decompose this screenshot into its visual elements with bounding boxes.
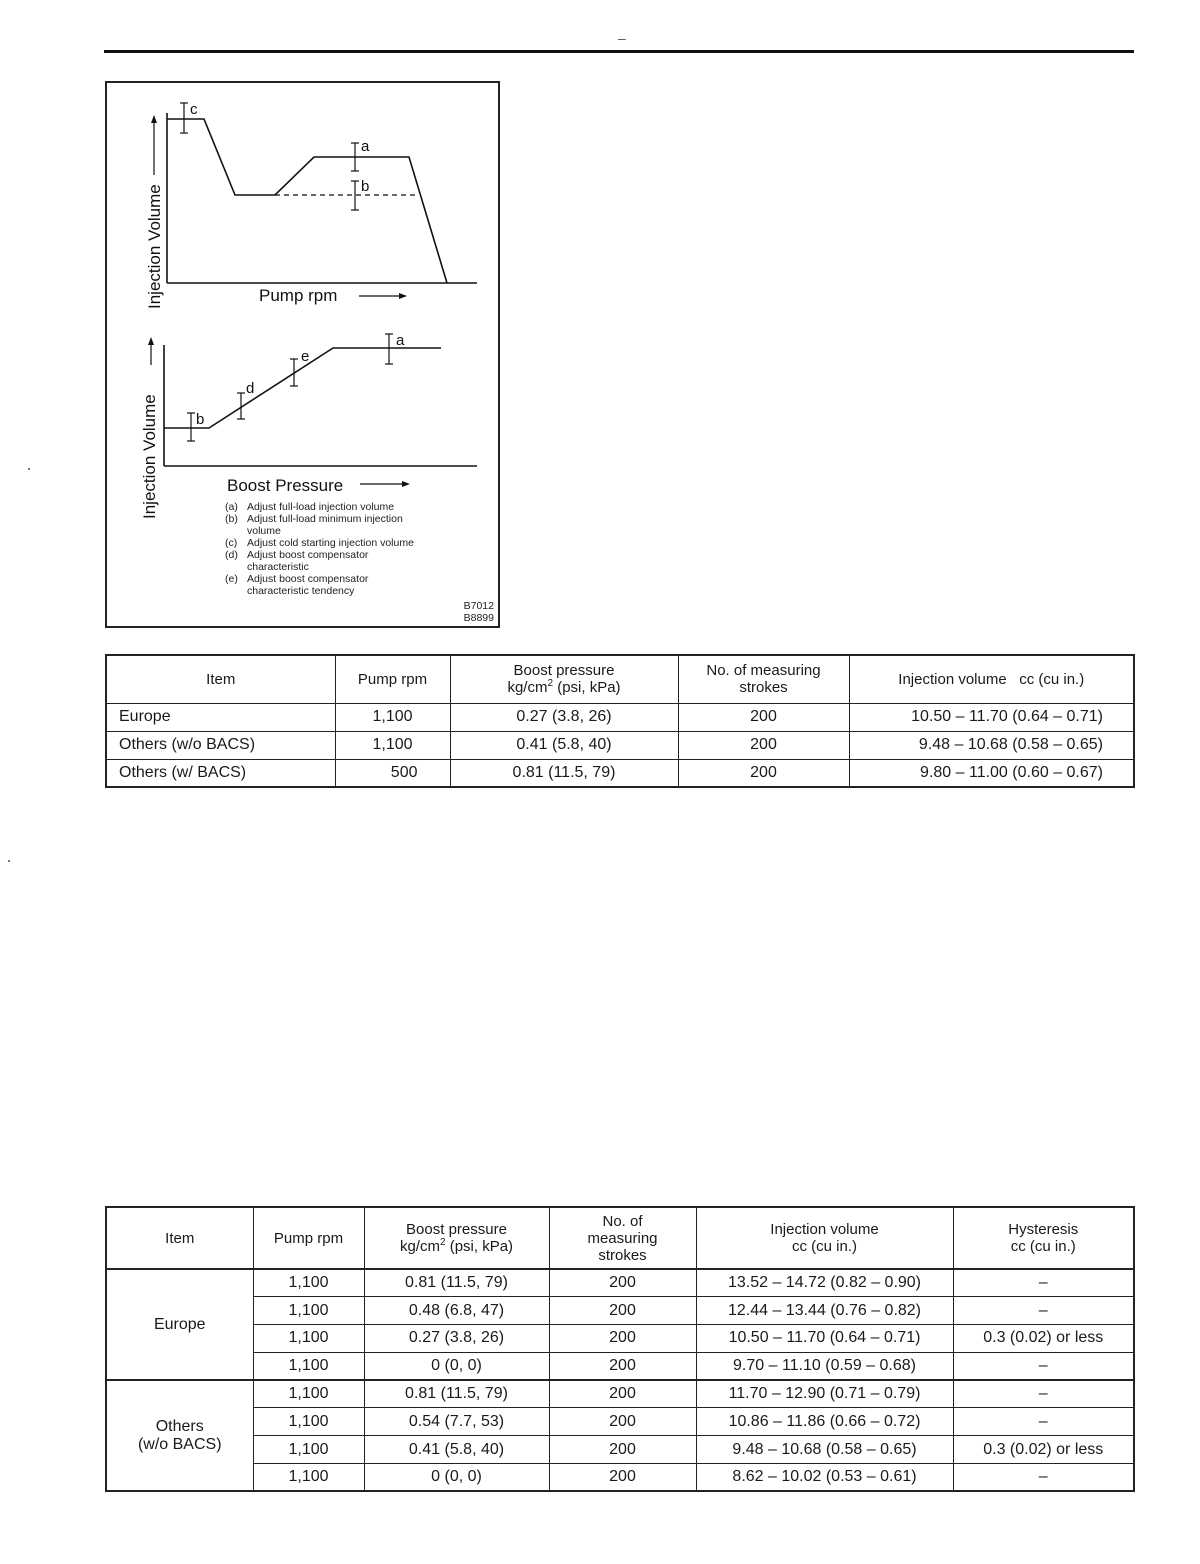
cell-strokes: 200 bbox=[549, 1380, 696, 1408]
cell-rpm: 1,100 bbox=[253, 1464, 364, 1492]
cell-volume: 9.70 – 11.10 (0.59 – 0.68) bbox=[696, 1352, 953, 1380]
table-row bbox=[106, 1297, 1134, 1325]
legend-item-d bbox=[225, 549, 425, 573]
cell-item-group bbox=[106, 1269, 253, 1380]
boost-header-unit: kg/cm bbox=[399, 1238, 440, 1255]
table-row bbox=[106, 1269, 1134, 1297]
cell-hysteresis: – bbox=[953, 1269, 1134, 1297]
cell-volume: 13.52 – 14.72 (0.82 – 0.90) bbox=[696, 1269, 953, 1297]
table-row bbox=[106, 1408, 1134, 1436]
table-header-row bbox=[106, 1207, 1134, 1269]
col-injection-volume: Injection volume cc (cu in.) bbox=[849, 655, 1134, 703]
graph2-marker-a-label: a bbox=[396, 332, 405, 349]
boost-compensator-spec-table bbox=[105, 1206, 1135, 1492]
cell-volume: 9.48 – 10.68 (0.58 – 0.65) bbox=[849, 731, 1134, 759]
graph1-x-label: Pump rpm bbox=[259, 286, 338, 305]
volume-header-line2: cc (cu in.) bbox=[791, 1238, 857, 1255]
cell-boost: 0.41 (5.8, 40) bbox=[364, 1436, 549, 1464]
page-mark: – bbox=[618, 30, 626, 46]
col-boost-pressure bbox=[364, 1207, 549, 1269]
cell-item-group bbox=[106, 1380, 253, 1491]
cell-boost: 0.54 (7.7, 53) bbox=[364, 1408, 549, 1436]
graph1-marker-a-label: a bbox=[361, 138, 370, 155]
strokes-header-line2: strokes bbox=[739, 679, 788, 697]
cell-strokes: 200 bbox=[549, 1297, 696, 1325]
legend-text: Adjust boost compensator characteristic bbox=[247, 549, 369, 573]
cell-hysteresis: – bbox=[953, 1408, 1134, 1436]
col-measuring-strokes bbox=[549, 1207, 696, 1269]
graph1-y-arrowhead bbox=[151, 115, 157, 123]
table-row bbox=[106, 703, 1134, 731]
figure-code: B8899 bbox=[463, 612, 494, 624]
cell-volume: 12.44 – 13.44 (0.76 – 0.82) bbox=[696, 1297, 953, 1325]
col-item: Item bbox=[106, 655, 335, 703]
cell-item: Europe bbox=[106, 703, 335, 731]
boost-header-unit: kg/cm bbox=[507, 679, 548, 697]
legend-key: (b) bbox=[225, 513, 238, 525]
graph1-marker-b-label: b bbox=[361, 178, 370, 195]
cell-hysteresis: – bbox=[953, 1380, 1134, 1408]
boost-header-line1: Boost pressure bbox=[406, 1221, 507, 1238]
cell-boost: 0.81 (11.5, 79) bbox=[450, 759, 678, 787]
hysteresis-header-line2: cc (cu in.) bbox=[1010, 1238, 1076, 1255]
graph1-marker-c-label: c bbox=[190, 101, 198, 118]
figure-legend bbox=[225, 501, 425, 597]
cell-rpm: 1,100 bbox=[335, 731, 450, 759]
cell-hysteresis: 0.3 (0.02) or less bbox=[953, 1436, 1134, 1464]
legend-item-e bbox=[225, 573, 425, 597]
col-item: Item bbox=[106, 1207, 253, 1269]
cell-strokes: 200 bbox=[549, 1325, 696, 1353]
cell-boost: 0.27 (3.8, 26) bbox=[450, 703, 678, 731]
cell-boost: 0.81 (11.5, 79) bbox=[364, 1380, 549, 1408]
cell-hysteresis: – bbox=[953, 1464, 1134, 1492]
cell-volume: 10.50 – 11.70 (0.64 – 0.71) bbox=[849, 703, 1134, 731]
legend-text: Adjust full-load injection volume bbox=[247, 501, 395, 513]
graph2-y-label: Injection Volume bbox=[140, 394, 159, 519]
col-hysteresis bbox=[953, 1207, 1134, 1269]
table-row bbox=[106, 731, 1134, 759]
graph2-x-arrowhead bbox=[402, 481, 410, 487]
legend-key: (a) bbox=[225, 501, 238, 513]
legend-key: (c) bbox=[225, 537, 238, 549]
cell-hysteresis: 0.3 (0.02) or less bbox=[953, 1325, 1134, 1353]
legend-key: (e) bbox=[225, 573, 238, 585]
table-row bbox=[106, 1464, 1134, 1492]
cell-rpm: 1,100 bbox=[253, 1297, 364, 1325]
cell-strokes: 200 bbox=[549, 1464, 696, 1492]
legend-item-a bbox=[225, 501, 425, 513]
cell-strokes: 200 bbox=[549, 1352, 696, 1380]
cell-boost: 0.81 (11.5, 79) bbox=[364, 1269, 549, 1297]
cell-rpm: 1,100 bbox=[253, 1269, 364, 1297]
strokes-header-line1: No. of bbox=[602, 1212, 643, 1230]
cell-volume: 9.48 – 10.68 (0.58 – 0.65) bbox=[696, 1436, 953, 1464]
cell-boost: 0.27 (3.8, 26) bbox=[364, 1325, 549, 1353]
cell-strokes: 200 bbox=[549, 1408, 696, 1436]
legend-key: (d) bbox=[225, 549, 238, 561]
table-header-row bbox=[106, 655, 1134, 703]
boost-header-line1: Boost pressure bbox=[513, 662, 615, 680]
boost-header-suffix: (psi, kPa) bbox=[445, 1238, 514, 1255]
hysteresis-header-line1: Hysteresis bbox=[1008, 1221, 1079, 1238]
col-measuring-strokes bbox=[678, 655, 849, 703]
col-pump-rpm: Pump rpm bbox=[335, 655, 450, 703]
graph-pump-rpm bbox=[151, 103, 477, 299]
strokes-header-line2: measuring bbox=[587, 1229, 658, 1247]
boost-header-sup: 2 bbox=[547, 678, 554, 690]
col-pump-rpm: Pump rpm bbox=[253, 1207, 364, 1269]
cell-rpm: 1,100 bbox=[335, 703, 450, 731]
figure-code: B7012 bbox=[463, 600, 494, 612]
cell-volume: 8.62 – 10.02 (0.53 – 0.61) bbox=[696, 1464, 953, 1492]
table-row bbox=[106, 1436, 1134, 1464]
cell-volume: 9.80 – 11.00 (0.60 – 0.67) bbox=[849, 759, 1134, 787]
table-row bbox=[106, 1325, 1134, 1353]
graph2-x-label: Boost Pressure bbox=[227, 476, 344, 495]
cell-hysteresis: – bbox=[953, 1352, 1134, 1380]
graph2-y-arrowhead bbox=[148, 337, 154, 345]
col-boost-pressure bbox=[450, 655, 678, 703]
cell-rpm: 1,100 bbox=[253, 1408, 364, 1436]
cell-volume: 10.86 – 11.86 (0.66 – 0.72) bbox=[696, 1408, 953, 1436]
scan-speck bbox=[8, 860, 10, 862]
cell-strokes: 200 bbox=[678, 759, 849, 787]
group-label-line2: (w/o BACS) bbox=[137, 1435, 222, 1453]
cell-rpm: 1,100 bbox=[253, 1380, 364, 1408]
figure-codes bbox=[464, 600, 494, 624]
top-rule bbox=[104, 50, 1134, 53]
legend-text: Adjust boost compensator characteristic tendency bbox=[247, 573, 369, 597]
table-row bbox=[106, 759, 1134, 787]
graph1-x-arrowhead bbox=[399, 293, 407, 299]
graph1-y-label: Injection Volume bbox=[145, 184, 164, 309]
cell-strokes: 200 bbox=[678, 703, 849, 731]
cell-strokes: 200 bbox=[549, 1269, 696, 1297]
cell-item: Others (w/ BACS) bbox=[106, 759, 335, 787]
legend-item-c bbox=[225, 537, 425, 549]
cell-volume: 11.70 – 12.90 (0.71 – 0.79) bbox=[696, 1380, 953, 1408]
col-injection-volume bbox=[696, 1207, 953, 1269]
cell-volume: 10.50 – 11.70 (0.64 – 0.71) bbox=[696, 1325, 953, 1353]
cell-strokes: 200 bbox=[678, 731, 849, 759]
graph2-marker-b bbox=[187, 413, 195, 441]
cell-hysteresis: – bbox=[953, 1297, 1134, 1325]
group-label: Others bbox=[155, 1417, 204, 1435]
table-row bbox=[106, 1352, 1134, 1380]
cell-strokes: 200 bbox=[549, 1436, 696, 1464]
boost-header-sup: 2 bbox=[439, 1237, 446, 1248]
strokes-header-line1: No. of measuring bbox=[706, 662, 821, 680]
legend-text: Adjust full-load minimum injection volume bbox=[247, 513, 403, 537]
graph2-marker-e bbox=[290, 359, 298, 386]
graph1-marker-c bbox=[180, 103, 188, 133]
full-load-spec-table bbox=[105, 654, 1135, 788]
scan-speck bbox=[28, 468, 30, 470]
boost-header-suffix: (psi, kPa) bbox=[553, 679, 621, 697]
cell-boost: 0.41 (5.8, 40) bbox=[450, 731, 678, 759]
cell-boost: 0.48 (6.8, 47) bbox=[364, 1297, 549, 1325]
cell-boost: 0 (0, 0) bbox=[364, 1464, 549, 1492]
cell-rpm: 1,100 bbox=[253, 1352, 364, 1380]
graph2-marker-e-label: e bbox=[301, 348, 310, 365]
legend-item-b bbox=[225, 513, 425, 537]
volume-header-line1: Injection volume bbox=[770, 1221, 879, 1238]
graph1-curve bbox=[167, 119, 447, 283]
cell-item: Others (w/o BACS) bbox=[106, 731, 335, 759]
cell-rpm: 500 bbox=[335, 759, 450, 787]
group-label: Europe bbox=[153, 1315, 206, 1333]
graph2-marker-b-label: b bbox=[196, 411, 205, 428]
figure-box bbox=[105, 81, 500, 628]
legend-text: Adjust cold starting injection volume bbox=[247, 537, 414, 549]
cell-rpm: 1,100 bbox=[253, 1325, 364, 1353]
graph2-marker-a bbox=[385, 334, 393, 364]
cell-boost: 0 (0, 0) bbox=[364, 1352, 549, 1380]
graph2-marker-d-label: d bbox=[246, 380, 255, 397]
cell-rpm: 1,100 bbox=[253, 1436, 364, 1464]
table-row bbox=[106, 1380, 1134, 1408]
strokes-header-line3: strokes bbox=[598, 1246, 647, 1264]
